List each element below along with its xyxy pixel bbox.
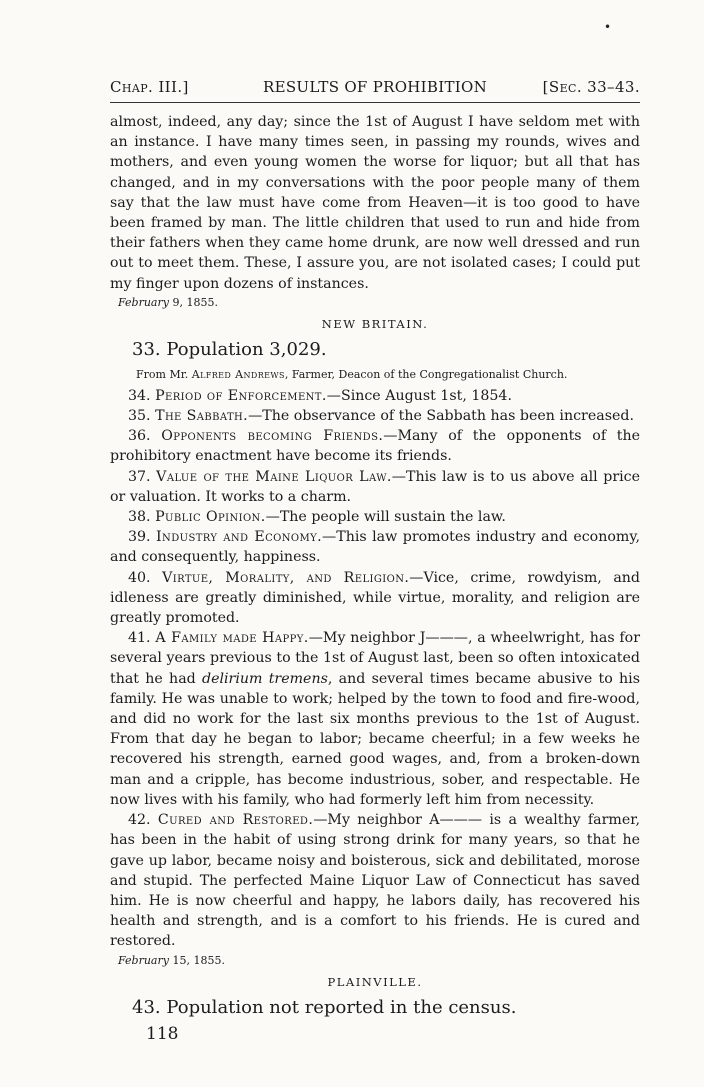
item-text: —Many of the opponents of the prohibitory enactment have become its friends. [110,428,640,465]
item-italic-term: delirium tremens [202,670,328,687]
item-paragraph [110,527,640,567]
source-prefix: From Mr. [136,367,192,381]
item-text: , and several times became abusive to his family. He was unable to work; helped by the town to food and fire-wood, and did no work for the last six months previous to the 1st of August. From that day he began to labor; became cheerful; in a few weeks he recovered his strength, earned good wages, and, from a broken-down man and a cripple, has become industrious, sober, and respectable. He now lives with his family, who had formerly left him from necessity. [110,670,640,808]
date-line-2 [110,952,640,970]
item-paragraph [110,568,640,629]
place-heading: NEW BRITAIN. [321,316,429,331]
date-line-1 [110,294,640,312]
header-title: RESULTS OF PROHIBITION [262,78,487,96]
item-heading: Industry and Economy. [156,529,323,546]
item-text: —The observance of the Sabbath has been increased. [248,408,634,425]
item-heading: Value of the Maine Liquor Law. [156,468,392,485]
running-header [110,78,640,100]
item-number: 40. [128,569,163,586]
header-section: [Sec. 33–43. [542,78,640,96]
item-heading: A Family made Happy. [155,630,309,647]
item-heading: Opponents becoming Friends. [161,428,384,445]
item-number: 37. [128,468,157,485]
date-day-year: 15, 1855. [168,953,225,967]
item-paragraph [110,386,640,406]
item-paragraph-42 [110,810,640,951]
item-heading: Cured and Restored. [157,812,314,829]
place-heading-2: PLAINVILLE. [327,974,423,989]
top-mark: • [604,20,612,34]
item-number: 42. [128,812,158,829]
item-text: —My neighbor A——— is a wealthy farmer, has been in the habit of using strong drink for many years, so that he gave up labor, became noisy and boisterous, sick and debilitated, morose and stupid. The perfected Maine Liquor Law of Connecticut has saved him. He is now cheerful and happy, he labors daily, has recovered his health and strength, and is a comfort to his friends. He is cured and restored. [110,812,640,950]
source-suffix: , Farmer, Deacon of the Congregationalist Church. [284,367,568,381]
population-line-2: 43. Population not reported in the census. [132,996,517,1018]
continuation-paragraph: almost, indeed, any day; since the 1st of August I have seldom met with an instance. I have many times seen, in passing my rounds, wives and mothers, and even young women the worse for liquor; but all that has changed, and in my conversations with the poor people many of them say that the law must have come from Heaven—it is too good to have been framed by man. The little children that used to run and hide from their fathers when they came home drunk, are now well dressed and run out to meet them. These, I assure you, are not isolated cases; I could put my finger upon dozens of instances. [110,114,640,292]
item-number: 39. [128,529,157,546]
item-heading: The Sabbath. [155,408,249,425]
item-text: —This law is to us above all price or valuation. It works to a charm. [110,468,640,505]
item-paragraph [110,507,640,527]
item-heading: Public Opinion. [155,509,266,526]
date-day-year: 9, 1855. [168,295,218,309]
item-paragraph [110,467,640,507]
header-chapter: Chap. III.] [110,78,189,96]
item-number: 41. [128,630,156,647]
item-text: —The people will sustain the law. [265,509,506,526]
item-paragraph [110,426,640,466]
item-paragraph [110,406,640,426]
item-number: 36. [128,428,162,445]
item-text: —My neighbor J———, a wheelwright, has for several years previous to the 1st of August last, been so often intoxicated that he had [110,630,640,687]
item-paragraph-41 [110,628,640,810]
item-number: 35. [128,408,156,425]
item-text: —Vice, crime, rowdyism, and idleness are greatly diminished, while virtue, morality, and religion are greatly promoted. [110,569,640,627]
source-line [110,364,640,386]
item-text: —Since August 1st, 1854. [326,387,512,404]
page-number: 118 [146,1023,179,1044]
header-rule [110,102,640,103]
item-heading: Period of Enforcement. [155,387,327,404]
date-month: February [118,953,169,967]
item-number: 34. [128,387,156,404]
item-heading: Virtue, Morality, and Religion. [162,569,410,586]
item-text: —This law promotes industry and economy, and consequently, happiness. [110,529,640,566]
date-month: February [118,295,169,309]
body-text [110,112,640,1046]
population-line: 33. Population 3,029. [132,338,327,360]
item-number: 38. [128,509,156,526]
source-name: Alfred Andrews [191,367,285,381]
